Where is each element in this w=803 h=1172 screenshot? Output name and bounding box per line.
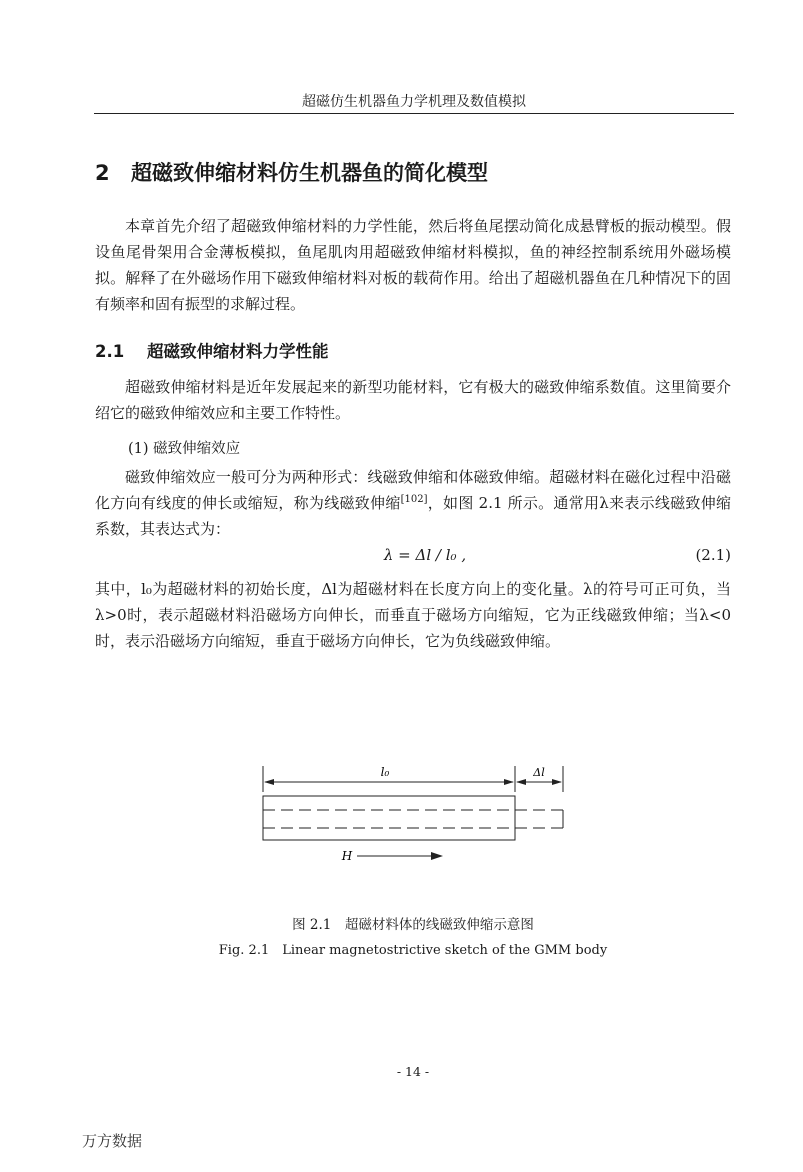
section-title: 超磁致伸缩材料力学性能 [147,342,329,361]
chapter-number: 2 [95,161,110,185]
effect-text: 磁致伸缩效应一般可分为两种形式：线磁致伸缩和体磁致伸缩。超磁材料在磁化过程中沿磁化方向有线度的伸长或缩短，称为线磁致伸缩 [95,468,731,512]
arrow-right-icon [504,779,514,785]
figure-caption-en: Fig. 2.1 Linear magnetostrictive sketch of the GMM body [218,943,608,958]
equation-expression: λ = Δl / l₀ , [383,546,467,564]
arrow-right-icon [431,852,443,860]
running-header: 超磁仿生机器鱼力学机理及数值模拟 [302,94,526,110]
section-number: 2.1 [95,342,125,361]
section-paragraph: 超磁致伸缩材料是近年发展起来的新型功能材料，它有极大的磁致伸缩系数值。这里简要介绍它的磁致伸缩效应和主要工作特性。 [95,378,731,422]
field-label: H [341,849,353,863]
arrow-right-icon [552,779,562,785]
effect-text-cont: ，如图 2.1 所示。通常用λ来表示线磁致伸缩系数，其表达式为： [95,494,731,538]
arrow-left-icon [516,779,526,785]
subsection-label: (1) 磁致伸缩效应 [128,441,241,457]
equation-number: (2.1) [695,546,731,564]
chapter-heading [95,159,488,187]
figure-caption-zh: 图 2.1 超磁材料体的线磁致伸缩示意图 [292,917,534,933]
equation-2-1 [95,542,731,568]
dl-label: Δl [533,766,545,779]
section-heading [95,340,329,364]
header-rule [94,113,734,114]
chapter-title: 超磁致伸缩材料仿生机器鱼的简化模型 [131,161,488,185]
intro-paragraph: 本章首先介绍了超磁致伸缩材料的力学性能，然后将鱼尾摆动简化成悬臂板的振动模型。假设鱼尾骨架用合金薄板模拟，鱼尾肌肉用超磁致伸缩材料模拟，鱼的神经控制系统用外磁场模拟。解释了在外磁场作用下磁致伸缩材料对板的载荷作用。给出了超磁机器鱼在几种情况下的固有频率和固有振型的求解过程。 [95,217,731,313]
l0-label: l₀ [380,765,390,779]
citation-ref: [102] [400,494,428,505]
original-body [263,796,515,840]
watermark-text: 万方数据 [82,1132,143,1150]
arrow-left-icon [264,779,274,785]
effect-paragraph [95,464,731,542]
magnetostriction-figure [255,762,575,872]
explain-paragraph: 其中，l₀为超磁材料的初始长度，Δl为超磁材料在长度方向上的变化量。λ的符号可正可负，当λ>0时，表示超磁材料沿磁场方向伸长，而垂直于磁场方向缩短，它为正线磁致伸缩；当λ<0时，表示沿磁场方向缩短，垂直于磁场方向伸长，它为负线磁致伸缩。 [95,580,731,650]
page-number: - 14 - [396,1064,430,1079]
